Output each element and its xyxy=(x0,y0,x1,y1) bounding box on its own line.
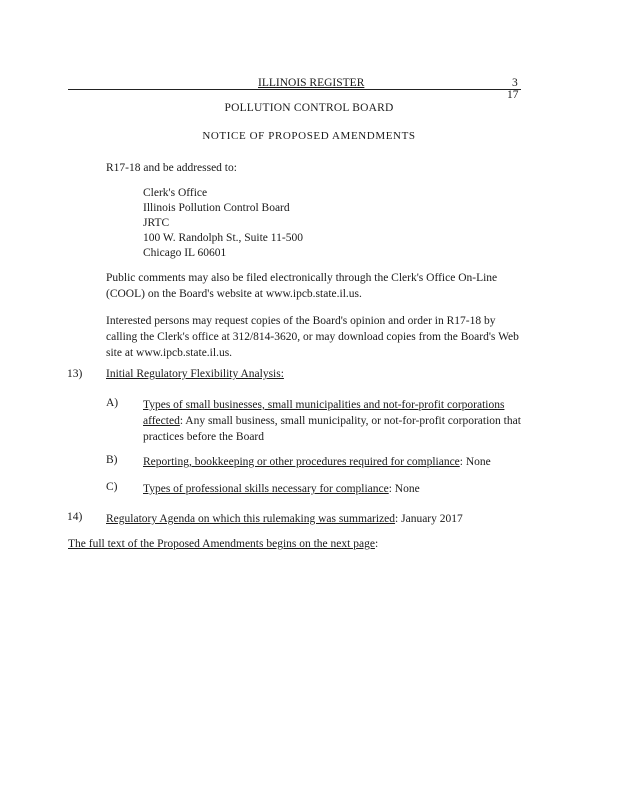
item-c-label: C) xyxy=(106,481,118,493)
item-b-heading: Reporting, bookkeeping or other procedures required for compliance xyxy=(143,456,460,468)
comments-paragraph: Public comments may also be filed electronically through the Clerk's Office On-Line (COOL) on the Board's website at www.ipcb.state.il.us. xyxy=(106,272,498,300)
intro-line: R17-18 and be addressed to: xyxy=(106,162,237,174)
address-line: JRTC xyxy=(143,217,170,229)
item-b-text xyxy=(143,454,491,470)
closing-colon: : xyxy=(374,538,379,550)
item-c-heading: Types of professional skills necessary for compliance xyxy=(143,483,389,495)
section-14-body: : January 2017 xyxy=(395,513,463,525)
copies-paragraph: Interested persons may request copies of the Board's opinion and order in R17-18 by calling the Clerk's office at 312/814-3620, or may download copies from the Board's Web site at www.ipcb.state.il.us. xyxy=(106,315,519,359)
address-line: Illinois Pollution Control Board xyxy=(143,202,290,214)
register-title: ILLINOIS REGISTER xyxy=(258,77,365,89)
item-a-text xyxy=(143,397,523,445)
page-number: 3 xyxy=(512,77,518,89)
section-13-number: 13) xyxy=(67,368,83,380)
volume-number: 17 xyxy=(507,89,519,101)
closing-text: The full text of the Proposed Amendments begins on the next page xyxy=(68,538,375,550)
item-c-text xyxy=(143,481,420,497)
agency-name: POLLUTION CONTROL BOARD xyxy=(224,102,394,114)
item-b-label: B) xyxy=(106,454,118,466)
address-line: Clerk's Office xyxy=(143,187,208,199)
item-a-body: : Any small business, small municipality, or not-for-profit corporation that practices before the Board xyxy=(143,415,521,443)
address-line: 100 W. Randolph St., Suite 11-500 xyxy=(143,232,303,244)
section-14-heading: Regulatory Agenda on which this rulemaking was summarized xyxy=(106,513,396,525)
item-c-body: : None xyxy=(388,483,420,495)
notice-title: NOTICE OF PROPOSED AMENDMENTS xyxy=(202,130,416,142)
item-a-label: A) xyxy=(106,397,119,409)
header-rule xyxy=(68,89,521,90)
item-b-body: : None xyxy=(459,456,491,468)
section-13-heading: Initial Regulatory Flexibility Analysis: xyxy=(106,368,284,380)
closing-line xyxy=(68,536,378,552)
item-a-heading: Types of small businesses, small municipalities and not-for-profit corporations affected xyxy=(143,399,505,427)
mailing-address xyxy=(143,186,303,261)
section-14-text xyxy=(106,511,463,527)
address-line: Chicago IL 60601 xyxy=(143,247,227,259)
section-14-number: 14) xyxy=(67,511,83,523)
